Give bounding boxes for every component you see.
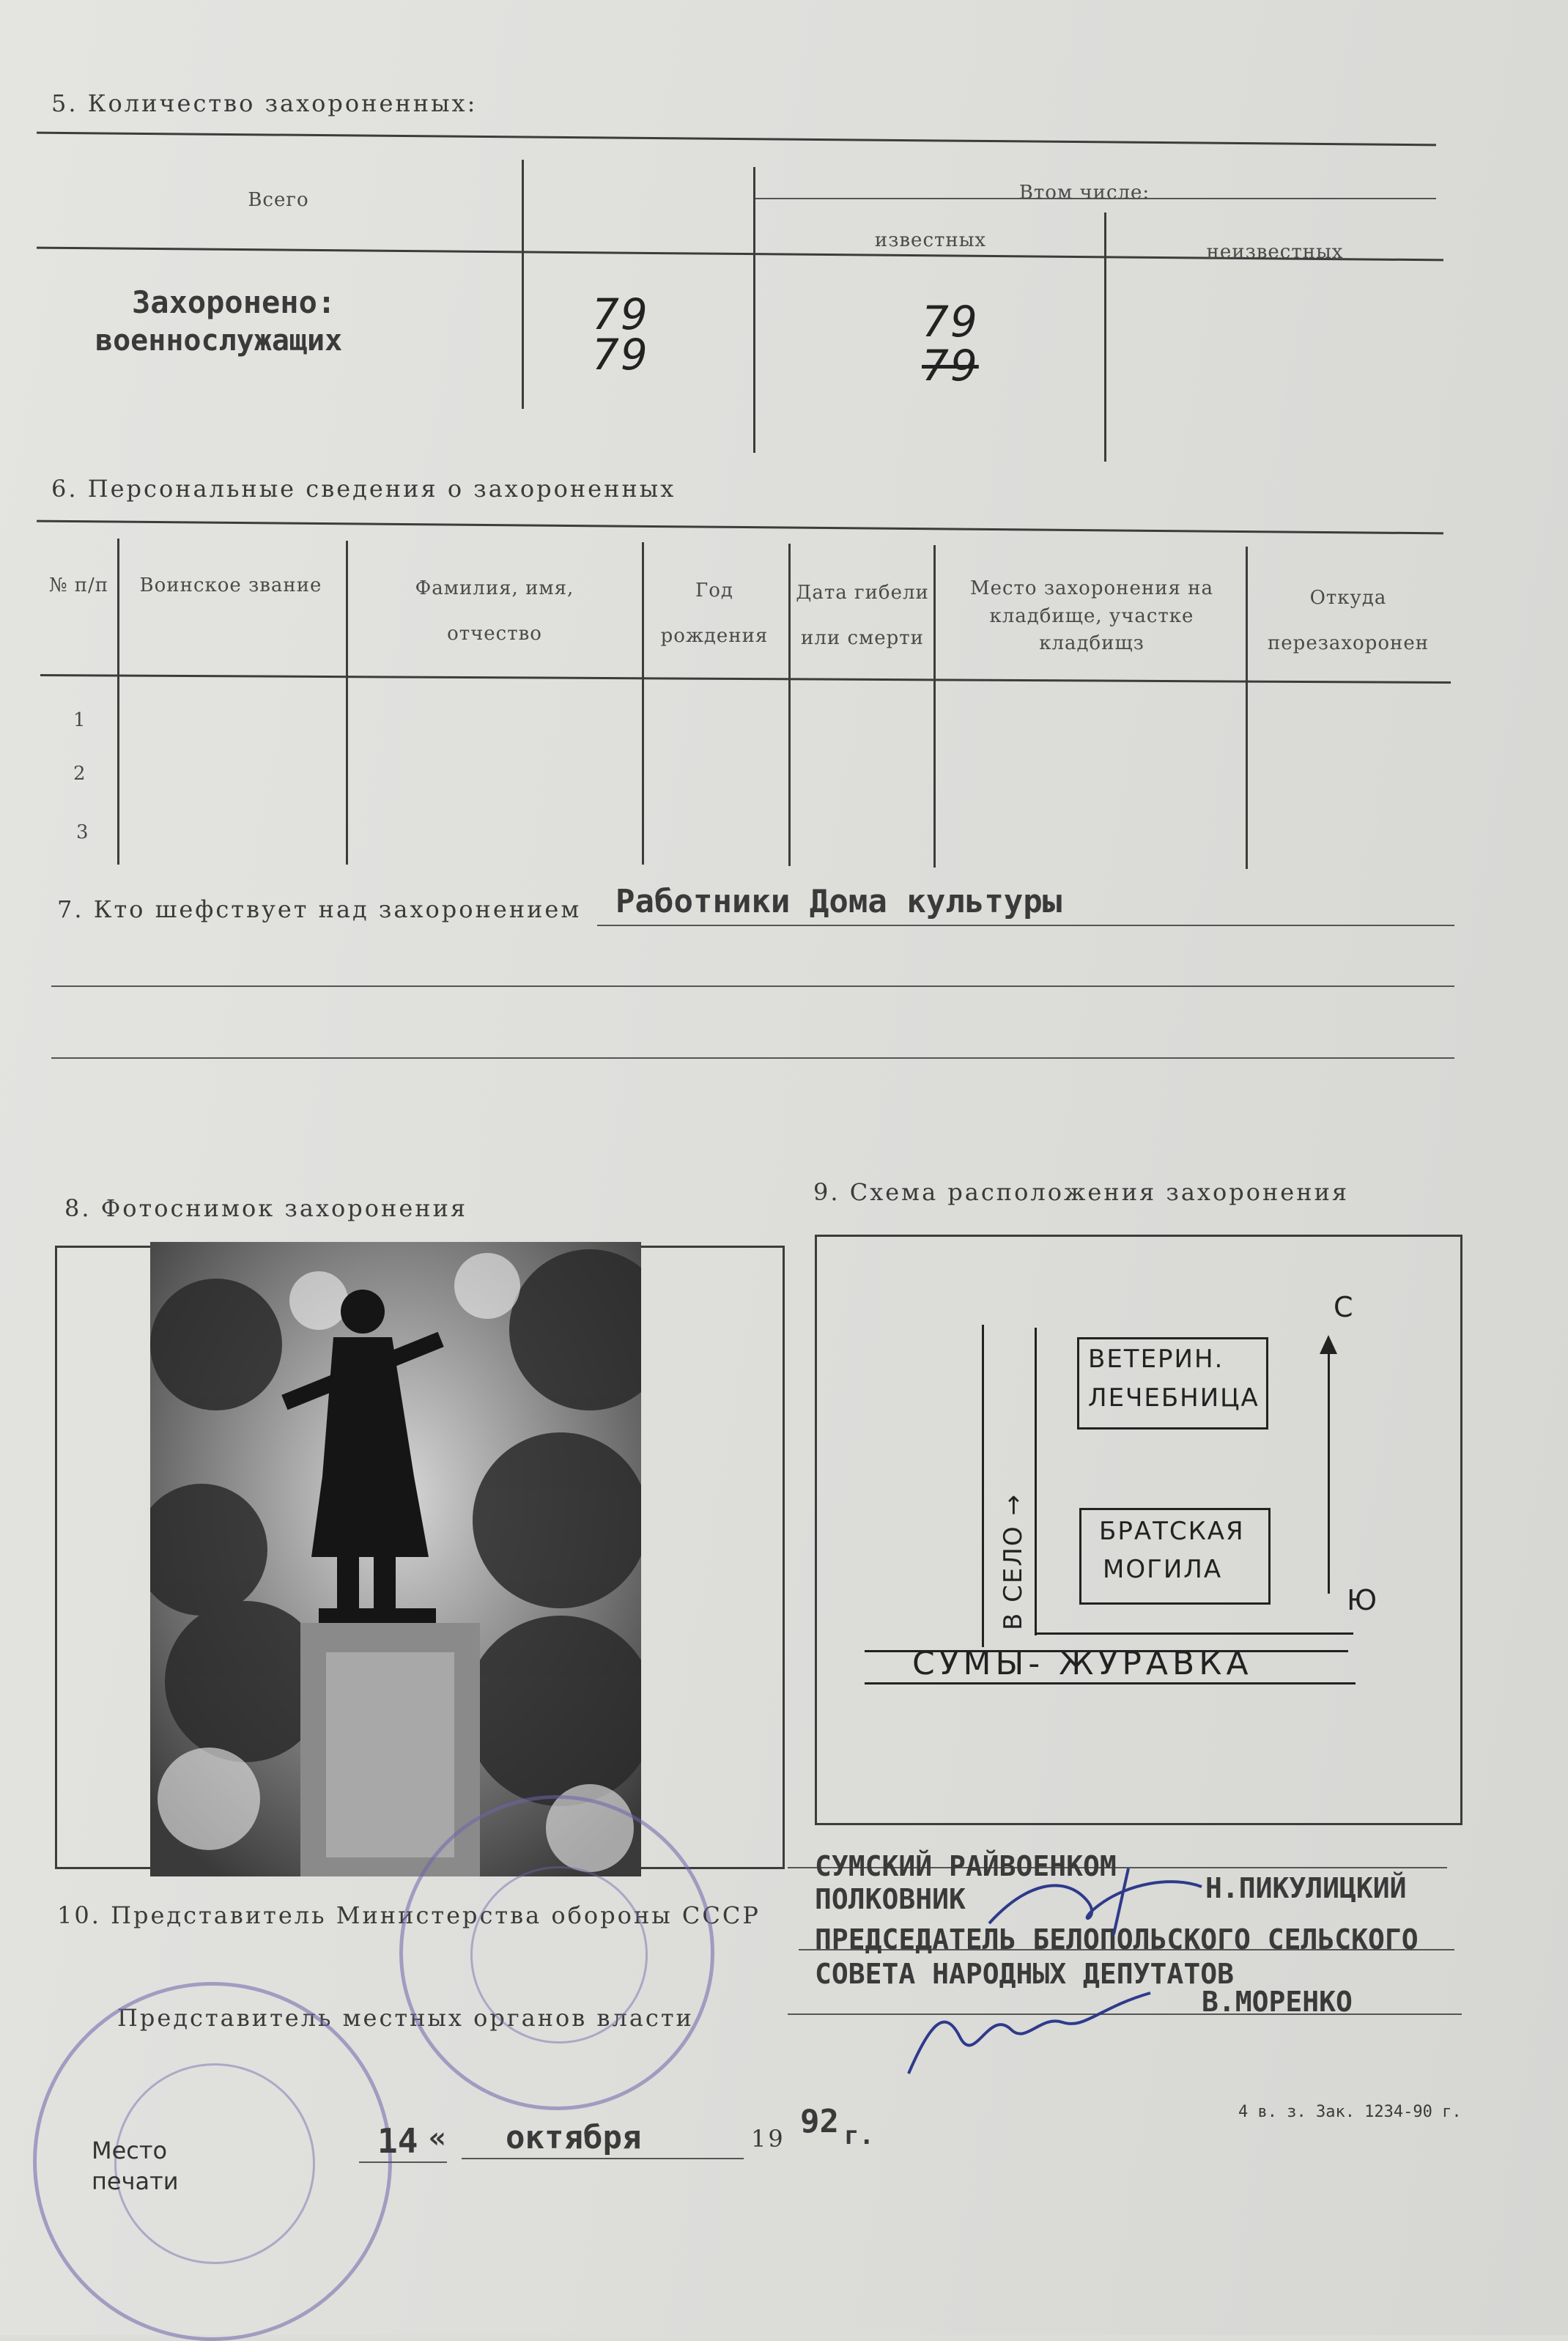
patron-line (597, 925, 1454, 926)
section10-title: 10. Представитель Министерства обороны СССР (57, 1901, 761, 1929)
table6-vline-4 (788, 544, 791, 866)
header-place: Место захоронения на кладбище, участке кладбищз (969, 577, 1214, 655)
grave-label-2: МОГИЛА (1103, 1555, 1223, 1584)
memorial-photo (150, 1242, 641, 1876)
header-death: Дата гибели или смерти (796, 582, 929, 650)
header-name: Фамилия, имя, отчество (415, 577, 574, 646)
section6-title: 6. Персональные сведения о захороненных (51, 475, 676, 503)
table6-vline-6 (1246, 547, 1248, 869)
date-quote: « (429, 2121, 447, 2155)
section5-title: 5. Количество захороненных: (51, 89, 478, 117)
known-value: 79 (922, 297, 979, 347)
table6-vline-1 (117, 539, 119, 865)
col-unknown-header: неизвестных (1206, 241, 1344, 263)
table6-vline-5 (933, 545, 936, 868)
seal-military-icon (399, 1795, 714, 2110)
seal-council-icon (33, 1982, 392, 2341)
stamp-line-2: ПОЛКОВНИК (815, 1883, 966, 1915)
table5-vline-3 (1104, 212, 1106, 462)
table6-vline-2 (346, 541, 348, 865)
print-info: 4 в. з. Зак. 1234-90 г. (1238, 2103, 1462, 2121)
row-label-1: Захоронено: (132, 284, 336, 320)
road-name-label: СУМЫ- ЖУРАВКА (912, 1645, 1253, 1682)
date-month: октября (506, 2119, 642, 2156)
road-line-left (982, 1325, 984, 1647)
section8-title: 8. Фотоснимок захоронения (64, 1194, 468, 1222)
header-num: № п/п (48, 574, 109, 596)
signature-1-icon (982, 1854, 1216, 1942)
vet-label-2: ЛЕЧЕБНИЦА (1088, 1383, 1260, 1413)
header-birth: Год рождения (660, 580, 769, 648)
date-day-line (359, 2161, 447, 2163)
road-to-village-label: В СЕЛО → (999, 1493, 1028, 1630)
seal-place-1: Место (92, 2137, 168, 2164)
south-label: Ю (1347, 1584, 1379, 1616)
blank-line-2 (51, 1057, 1454, 1059)
section9-title: 9. Схема расположения захоронения (813, 1178, 1350, 1206)
table5-top-line (37, 132, 1436, 147)
col-known-header: известных (874, 229, 987, 251)
header-rank: Воинское звание (139, 574, 322, 596)
blank-line-1 (51, 985, 1454, 987)
table6-top-line (37, 520, 1443, 535)
compass-line (1328, 1352, 1330, 1594)
statue-illustration (150, 1242, 641, 1876)
patron-value: Работники Дома культуры (615, 883, 1062, 920)
date-century: 19 (751, 2125, 785, 2153)
stamp-name-1: Н.ПИКУЛИЦКИЙ (1205, 1872, 1407, 1904)
row-label-2: военнослужащих (95, 324, 343, 358)
date-suffix: г. (844, 2121, 874, 2150)
known-value-2: 79 (922, 341, 979, 391)
north-arrow-icon (1320, 1335, 1337, 1354)
north-label: С (1334, 1291, 1355, 1323)
col-including-header: Втом числе: (1018, 182, 1150, 204)
col-total-header: Всего (248, 189, 309, 211)
row-num-3: 3 (76, 821, 89, 843)
road-line-right (1035, 1328, 1037, 1635)
date-year: 92 (800, 2103, 839, 2140)
table6-vline-3 (642, 542, 644, 865)
seal-place-2: печати (92, 2167, 179, 2195)
vet-label-1: ВЕТЕРИН. (1088, 1345, 1224, 1374)
total-value-2: 79 (592, 330, 649, 380)
date-day: 14 (377, 2121, 418, 2161)
date-month-line (462, 2158, 744, 2159)
stamp-line-4: СОВЕТА НАРОДНЫХ ДЕПУТАТОВ (815, 1958, 1234, 1990)
row-num-2: 2 (73, 763, 86, 785)
road-line-top (1035, 1632, 1353, 1635)
local-rep-label: Представитель местных органов власти (117, 2004, 694, 2032)
stamp-line-3: ПРЕДСЕДАТЕЛЬ БЕЛОПОЛЬСКОГО СЕЛЬСКОГО (815, 1923, 1419, 1956)
section7-title: 7. Кто шефствует над захоронением (57, 895, 582, 923)
table5-vline-2 (753, 167, 755, 453)
seal-place-label (92, 2136, 179, 2197)
signature-2-icon (901, 1978, 1165, 2088)
table6-header-line (40, 674, 1451, 684)
road-line-under (865, 1682, 1356, 1684)
row-num-1: 1 (73, 709, 86, 731)
total-value: 79 (592, 289, 649, 339)
table5-vline-1 (522, 160, 524, 409)
stamp-name-2: В.МОРЕНКО (1202, 1986, 1353, 2018)
header-origin: Откуда перезахоронен (1267, 587, 1430, 655)
grave-label-1: БРАТСКАЯ (1099, 1517, 1245, 1546)
stamp-line-1: СУМСКИЙ РАЙВОЕНКОМ (815, 1850, 1117, 1882)
